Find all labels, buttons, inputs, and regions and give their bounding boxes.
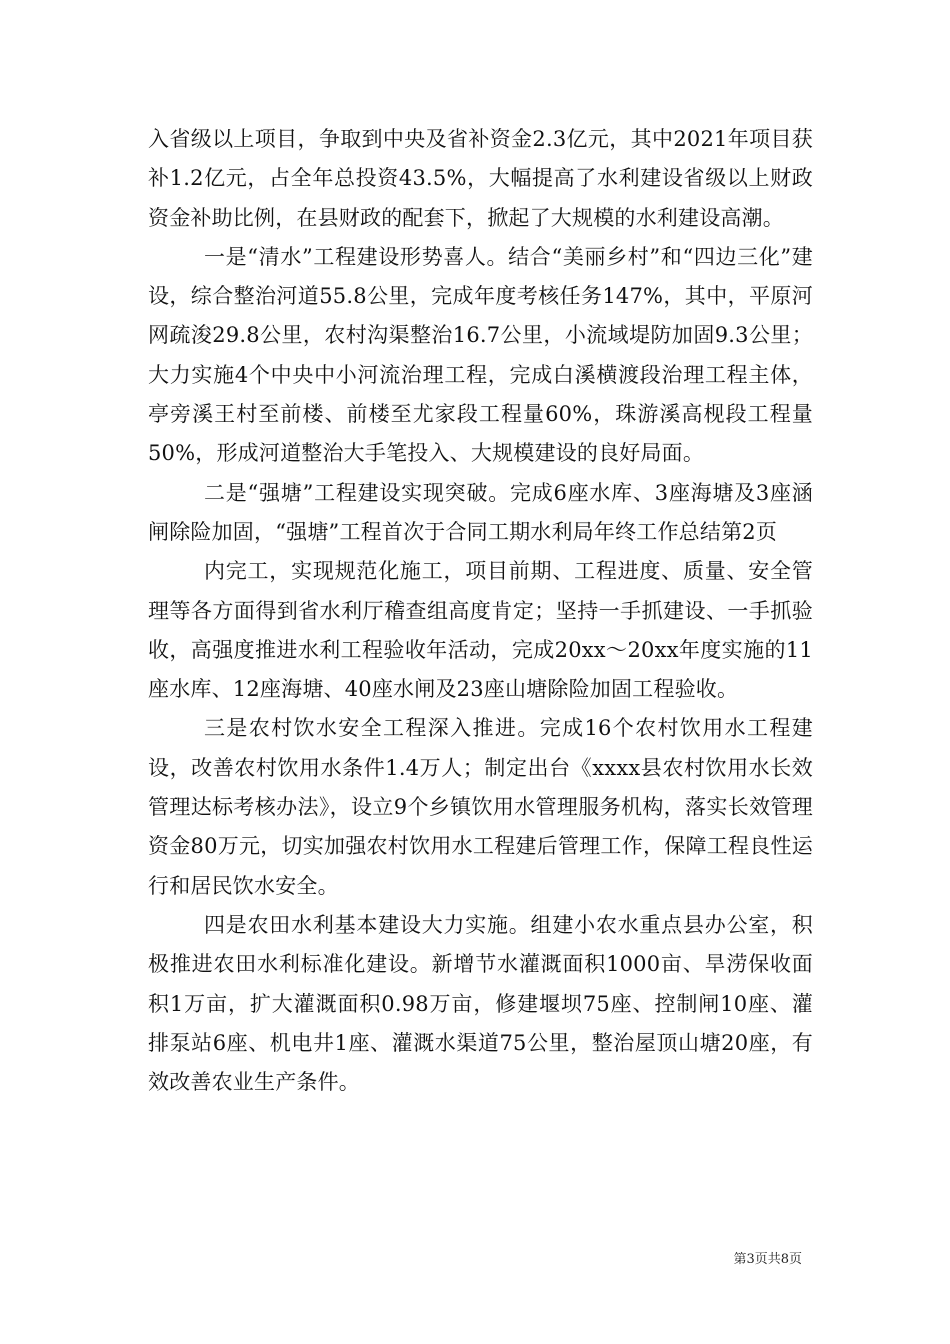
paragraph-completion-acceptance: 内完工，实现规范化施工，项目前期、工程进度、质量、安全管理等各方面得到省水利厅稽查组高度肯定；坚持一手抓建设、一手抓验收，高强度推进水利工程验收年活动，完成20xx～20xx年度实施的11座水库、12座海塘、40座水闸及23座山塘除险加固工程验收。: [148, 559, 813, 702]
document-body: [148, 120, 813, 1102]
page-number-label: 第3页共8页: [733, 1252, 802, 1267]
paragraph-rural-drinking-water: 三是农村饮水安全工程深入推进。完成16个农村饮用水工程建设，改善农村饮用水条件1.4万人；制定出台《xxxx县农村饮用水长效管理达标考核办法》，设立9个乡镇饮用水管理服务机构，落实长效管理资金80万元，切实加强农村饮用水工程建后管理工作，保障工程良性运行和居民饮水安全。: [148, 716, 813, 898]
paragraph-funding-summary: 入省级以上项目，争取到中央及省补资金2.3亿元，其中2021年项目获补1.2亿元，占全年总投资43.5%，大幅提高了水利建设省级以上财政资金补助比例，在县财政的配套下，掀起了大规模的水利建设高潮。: [148, 127, 813, 230]
paragraph-farmland-irrigation: 四是农田水利基本建设大力实施。组建小农水重点县办公室，积极推进农田水利标准化建设。新增节水灌溉面积1000亩、旱涝保收面积1万亩，扩大灌溉面积0.98万亩，修建堰坝75座、控制闸10座、灌排泵站6座、机电井1座、灌溉水渠道75公里，整治屋顶山塘20座，有效改善农业生产条件。: [148, 912, 813, 1095]
paragraph-clean-water-project: 一是“清水”工程建设形势喜人。结合“美丽乡村”和“四边三化”建设，综合整治河道55.8公里，完成年度考核任务147%，其中，平原河网疏浚29.8公里，农村沟渠整治16.7公里，小流域堤防加固9.3公里；大力实施4个中央中小河流治理工程，完成白溪横渡段治理工程主体，亭旁溪王村至前楼、前楼至尤家段工程量60%，珠游溪高枧段工程量50%，形成河道整治大手笔投入、大规模建设的良好局面。: [148, 244, 813, 466]
paragraph-strong-seawall-project: 二是“强塘”工程建设实现突破。完成6座水库、3座海塘及3座涵闸除险加固，“强塘”工程首次于合同工期水利局年终工作总结第2页: [148, 480, 813, 544]
